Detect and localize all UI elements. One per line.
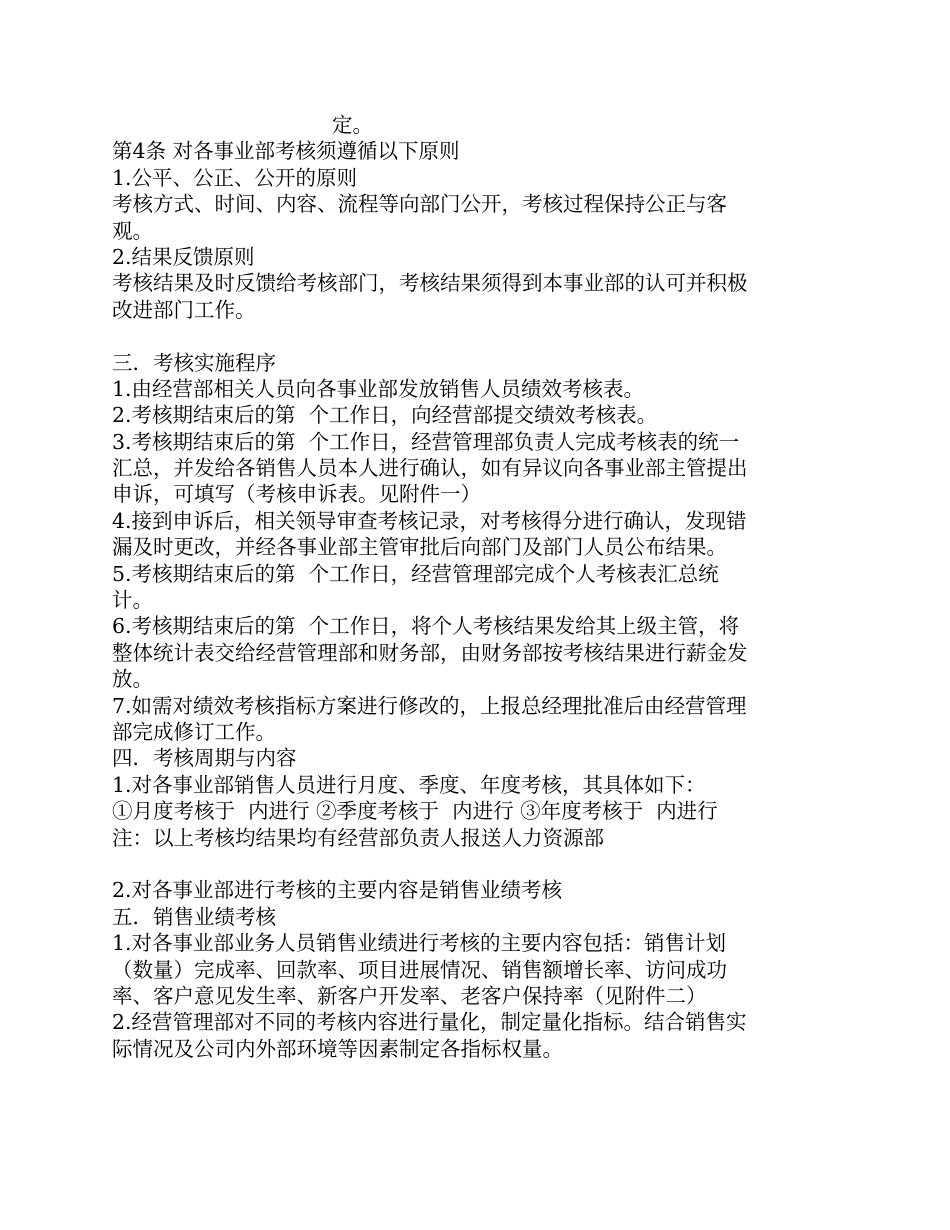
text-line: 汇总，并发给各销售人员本人进行确认，如有异议向各事业部主管提出 — [112, 456, 748, 481]
text-line: 2.经营管理部对不同的考核内容进行量化，制定量化指标。结合销售实 — [112, 1010, 747, 1035]
text-line: 1.对各事业部销售人员进行月度、季度、年度考核，其具体如下： — [112, 772, 706, 797]
document-body — [112, 112, 842, 1062]
text-line: ①月度考核于 内进行 ②季度考核于 内进行 ③年度考核于 内进行 — [112, 799, 718, 824]
section-heading: 第4条 对各事业部考核须遵循以下原则 — [112, 139, 460, 164]
text-line: 率、客户意见发生率、新客户开发率、老客户保持率（见附件二） — [112, 983, 707, 1008]
text-line: 1.对各事业部业务人员销售业绩进行考核的主要内容包括：销售计划 — [112, 931, 727, 956]
text-line: 2.对各事业部进行考核的主要内容是销售业绩考核 — [112, 878, 563, 903]
text-line: 整体统计表交给经营管理部和财务部，由财务部按考核结果进行薪金发 — [112, 640, 748, 665]
note-line: 注：以上考核均结果均有经营部负责人报送人力资源部 — [112, 825, 604, 850]
text-line: 2.考核期结束后的第 个工作日，向经营部提交绩效考核表。 — [112, 403, 658, 428]
blank-line — [112, 851, 842, 877]
text-line: 际情况及公司内外部环境等因素制定各指标权量。 — [112, 1036, 563, 1061]
text-line: 放。 — [112, 667, 153, 692]
section-heading: 三．考核实施程序 — [112, 350, 276, 375]
text-line: 考核结果及时反馈给考核部门，考核结果须得到本事业部的认可并积极 — [112, 271, 748, 296]
text-line: 5.考核期结束后的第 个工作日，经营管理部完成个人考核表汇总统 — [112, 561, 719, 586]
text-line: 改进部门工作。 — [112, 297, 256, 322]
section-heading: 五．销售业绩考核 — [112, 904, 276, 929]
text-line: 6.考核期结束后的第 个工作日，将个人考核结果发给其上级主管，将 — [112, 614, 740, 639]
text-line: 定。 — [332, 113, 373, 137]
text-line: 1.公平、公正、公开的原则 — [112, 165, 358, 190]
blank-line — [112, 323, 842, 349]
text-line: 计。 — [112, 588, 153, 613]
text-line: 7.如需对绩效考核指标方案进行修改的，上报总经理批准后由经营管理 — [112, 693, 747, 718]
text-line: 考核方式、时间、内容、流程等向部门公开，考核过程保持公正与客 — [112, 192, 727, 217]
text-line: 漏及时更改，并经各事业部主管审批后向部门及部门人员公布结果。 — [112, 535, 727, 560]
text-line: 申诉，可填写（考核申诉表。见附件一） — [112, 482, 481, 507]
text-line: （数量）完成率、回款率、项目进展情况、销售额增长率、访问成功 — [112, 957, 727, 982]
section-heading: 四．考核周期与内容 — [112, 746, 297, 771]
text-line: 观。 — [112, 218, 153, 243]
text-line: 2.结果反馈原则 — [112, 244, 255, 269]
text-line: 部完成修订工作。 — [112, 719, 276, 744]
text-line: 3.考核期结束后的第 个工作日，经营管理部负责人完成考核表的统一 — [112, 429, 740, 454]
text-line: 1.由经营部相关人员向各事业部发放销售人员绩效考核表。 — [112, 376, 645, 401]
text-line: 4.接到申诉后，相关领导审查考核记录，对考核得分进行确认，发现错 — [112, 508, 747, 533]
